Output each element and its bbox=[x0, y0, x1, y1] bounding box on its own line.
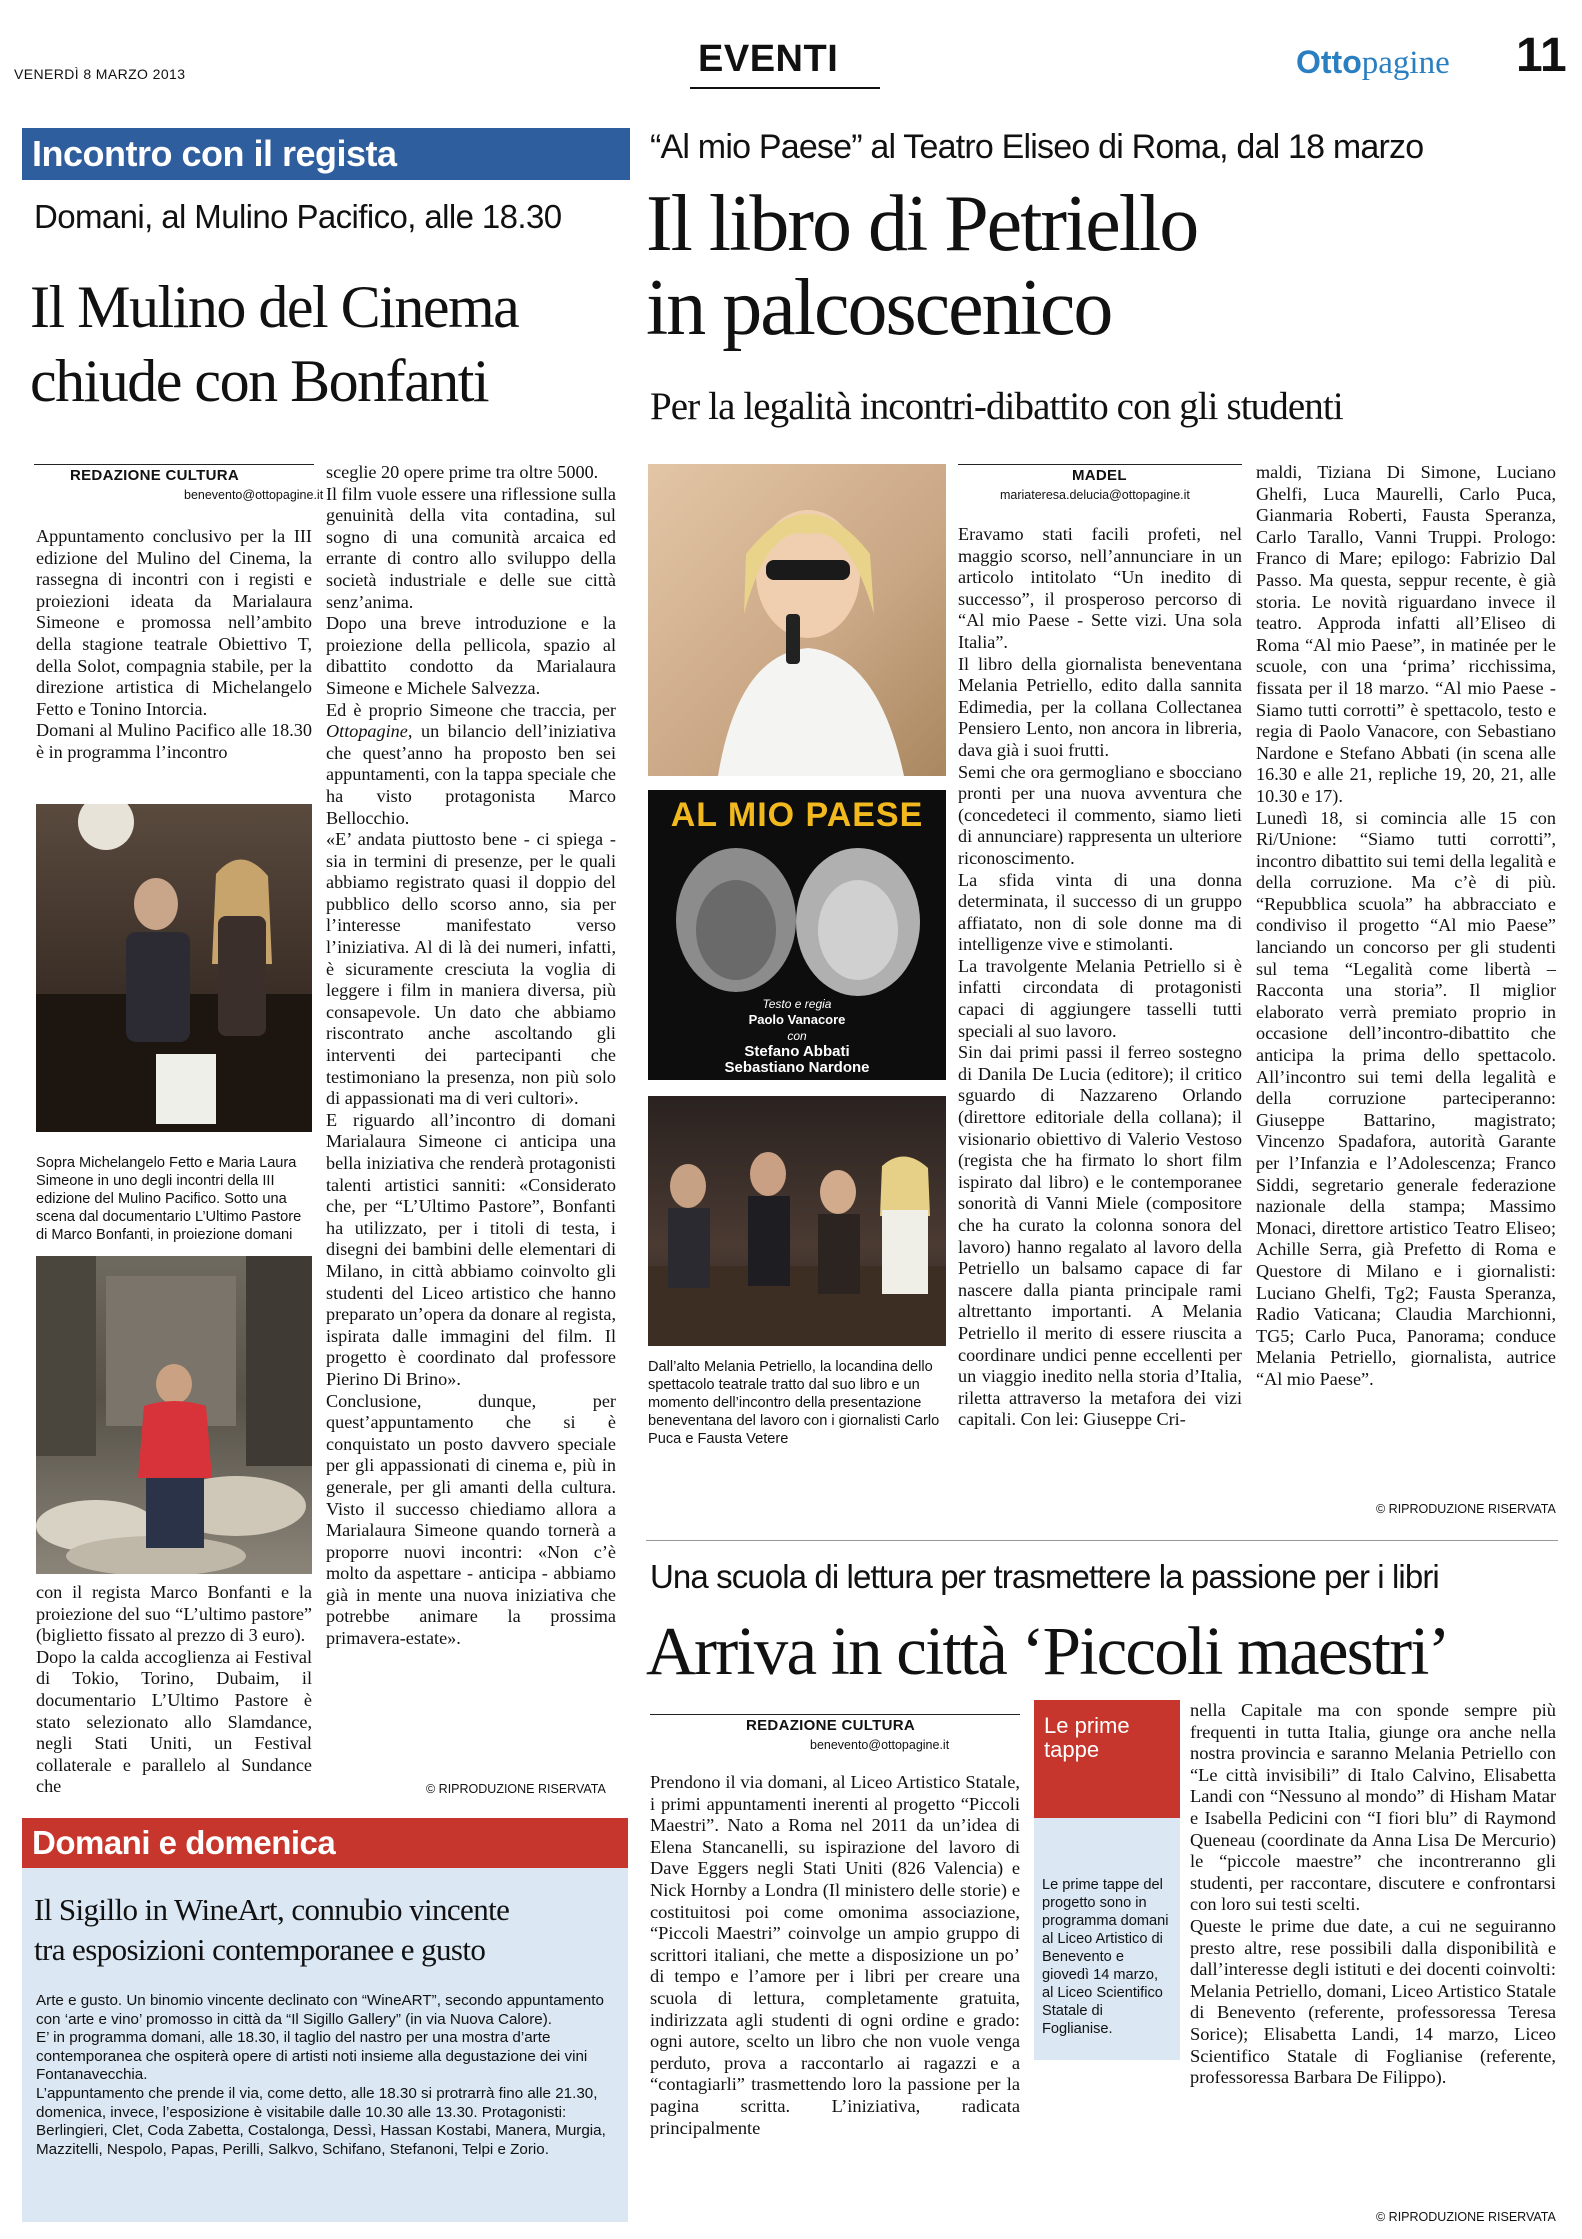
sigillo-body bbox=[36, 1992, 616, 2159]
headline-piccoli: Arriva in città ‘Piccoli maestri’ bbox=[646, 1613, 1449, 1689]
paragraph: Arte e gusto. Un binomio vincente declinato con “WineART”, secondo appuntamento con ‘arte e vino’ promosso in città da “Il Sigillo Gallery” (in via Nuova Calore). bbox=[36, 1992, 604, 2028]
newspaper-name: Ottopagine bbox=[326, 721, 408, 742]
petriello-col2 bbox=[1256, 462, 1556, 1391]
paragraph: Queste le prime due date, a cui ne seguiranno presto altre, rese possibili dalla disponibilità e dall’interesse degli istituti e dei docenti coinvolti: Melania Petriello, domani, Liceo Artistico Statale di Benevento (referente, professoressa Teresa Sorice); Elisabetta Landi, 14 marzo, Liceo Scientifico Statale di Foglianise (referente, professoressa Barbara De Filippo). bbox=[1190, 1915, 1556, 2088]
paragraph: Dopo una breve introduzione e la proiezione della pellicola, spazio al dibattito condotto da Marialaura Simeone e Michele Salvezza. bbox=[326, 613, 616, 698]
paragraph: con il regista Marco Bonfanti e la proiezione del suo “L’ultimo pastore” (biglietto fissato al prezzo di 3 euro). bbox=[36, 1582, 312, 1646]
caption-petriello: Dall’alto Melania Petriello, la locandina dello spettacolo teatrale tratto dal suo libro e un momento dell’incontro della presentazione beneventana del lavoro con i giornalisti Carlo Puca e Fausta Vetere bbox=[648, 1359, 940, 1447]
headline-sigillo-line2: tra esposizioni contemporanee e gusto bbox=[34, 1932, 486, 1967]
poster-line: Paolo Vanacore bbox=[748, 1012, 846, 1027]
paragraph: Domani al Mulino Pacifico alle 18.30 è in programma l’incontro bbox=[36, 720, 312, 762]
ottopagine-logo bbox=[1296, 44, 1450, 82]
repro-piccoli: © RIPRODUZIONE RISERVATA bbox=[1376, 2210, 1556, 2224]
photo-melania-petriello bbox=[648, 464, 946, 776]
poster-al-mio-paese bbox=[648, 790, 946, 1080]
paragraph: Dopo la calda accoglienza ai Festival di Tokio, Torino, Dubaim, il documentario L’Ultimo Pastore è stato selezionato allo Slamdance, negli Stati Uniti, un Festival collaterale e parallelo al Sundance che bbox=[36, 1646, 312, 1797]
caption-mulino: Sopra Michelangelo Fetto e Maria Laura Simeone in uno degli incontri della III edizione del Mulino Pacifico. Sotto una scena dal documentario L’Ultimo Pastore di Marco Bonfanti, in proiezione domani bbox=[36, 1155, 302, 1243]
headline-sigillo bbox=[34, 1890, 509, 1970]
paragraph: Eravamo stati facili profeti, nel maggio scorso, nell’annunciare in un articolo intitolato “Un inedito di successo”, il prosperoso percorso di “Al mio Paese - Sette vizi. Una sola Italia”. bbox=[958, 524, 1242, 652]
kicker-domani-text: Domani e domenica bbox=[32, 1824, 336, 1861]
byline-rule-madel bbox=[958, 464, 1242, 465]
byline-piccoli-email: benevento@ottopagine.it bbox=[810, 1738, 950, 1752]
paragraph: Il film vuole essere una riflessione sulla genuinità della vita contadina, sul sogno di una comunità arcaica ed errante di contro allo sviluppo della società industriale e delle sue città senz’anima. bbox=[326, 483, 616, 612]
separator-rule bbox=[646, 1540, 1558, 1541]
paragraph-part: , un bilancio dell’iniziativa che quest’anno ha proposto ben sei appuntamenti, con la tappa speciale che ha visto protagonista Marco Bellocchio. bbox=[326, 721, 616, 828]
prime-tappe-text: Le prime tappe del progetto sono in programma domani al Liceo Artistico di Benevento e giovedì 14 marzo, al Liceo Scientifico Statale di Foglianise. bbox=[1042, 1877, 1169, 2037]
kicker-eliseo: “Al mio Paese” al Teatro Eliseo di Roma, dal 18 marzo bbox=[650, 128, 1424, 166]
paragraph: Semi che ora germogliano e sbocciano pronti per una nuova avventura che (concedeteci il commento, siamo lieti di annunciare) rappresenta un ulteriore riconoscimento. bbox=[958, 761, 1242, 868]
issue-date: VENERDÌ 8 MARZO 2013 bbox=[14, 66, 186, 82]
photo-presentazione-art bbox=[648, 1096, 946, 1346]
poster-line: Testo e regia bbox=[762, 997, 832, 1011]
prime-tappe-header bbox=[1034, 1700, 1180, 1818]
paragraph: «E’ andata piuttosto bene - ci spiega - sia in termini di presenze, per le quali abbiamo registrato quasi il doppio del pubblico dello scorso anno, sia per l’interesse manifestato verso l’iniziativa. Al di là dei numeri, infatti, è sicuramente cresciuta la voglia di leggere i film in maniera diversa, più consapevole. Un dato che abbiamo riscontrato anche ascoltando gli interventi dei partecipanti che testimoniano la presenza, non più solo di appassionati ma di veri cultori». bbox=[326, 829, 616, 1109]
kicker-incontro-text: Incontro con il regista bbox=[32, 133, 397, 174]
byline-rule-left bbox=[34, 464, 314, 465]
mulino-col2 bbox=[326, 462, 616, 1650]
subkicker-mulino: Domani, al Mulino Pacifico, alle 18.30 bbox=[34, 198, 562, 235]
byline-redazione-piccoli: REDAZIONE CULTURA bbox=[746, 1717, 915, 1734]
repro-mulino: © RIPRODUZIONE RISERVATA bbox=[426, 1782, 606, 1796]
mulino-col1-bottom bbox=[36, 1582, 312, 1798]
paragraph: Appuntamento conclusivo per la III edizione del Mulino del Cinema, la rassegna di incontri con i registi e proiezioni ideata da Marialaura Simeone e promossa nell’ambito della stagione teatrale Obiettivo T, della Solot, compagnia stabile, per la direzione artistica di Michelangelo Fetto e Tonino Intorcia. bbox=[36, 526, 312, 719]
repro-petriello: © RIPRODUZIONE RISERVATA bbox=[1376, 1502, 1556, 1516]
logo-pagine: pagine bbox=[1361, 45, 1450, 81]
headline-petriello bbox=[646, 182, 1197, 350]
section-title: EVENTI bbox=[698, 38, 839, 80]
mulino-col1-top bbox=[36, 526, 312, 764]
photo-fetto-simeone bbox=[36, 804, 312, 1132]
kicker-piccoli: Una scuola di lettura per trasmettere la passione per i libri bbox=[650, 1558, 1439, 1595]
paragraph: L’appuntamento che prende il via, come detto, alle 18.30 si protrarrà fino alle 21.30, domenica, invece, l’esposizione è visitabile dalle 10.30 alle 13.30. Protagonisti: Berlingieri, Clet, Coda Zabetta, Costalonga, Dessì, Hassan Kostabi, Manera, Murgia, Mazzitelli, Nespolo, Papas, Perilli, Salkvo, Schifano, Stefanoni, Telpi e Zorio. bbox=[36, 2084, 606, 2158]
kicker-domani bbox=[22, 1818, 628, 1868]
headline-petriello-line2: in palcoscenico bbox=[646, 264, 1112, 352]
paragraph: nella Capitale ma con sponde sempre più frequenti in tutta Italia, giunge ora anche nella nostra provincia e saranno Melania Petriello con “Le città invisibili” di Italo Calvino, Elisabetta Landi con “Nessuno al mondo” di Hisham Matar e Isabella Pedicini con “I fiori blu” di Raymond Queneau (coordinate da Anna Lisa De Mercurio) le “piccole maestre” che incontreranno gli studenti, per raccontare, discutere e confrontarsi con loro sui testi scelti. bbox=[1190, 1700, 1556, 1915]
headline-mulino-line1: Il Mulino del Cinema bbox=[30, 274, 519, 340]
subtitle-petriello: Per la legalità incontri-dibattito con gli studenti bbox=[650, 385, 1343, 428]
byline-madel: MADEL bbox=[1072, 467, 1127, 484]
section-underline bbox=[690, 87, 880, 89]
poster-line: Sebastiano Nardone bbox=[724, 1059, 870, 1076]
page-number: 11 bbox=[1516, 29, 1567, 82]
headline-mulino-line2: chiude con Bonfanti bbox=[30, 348, 489, 414]
photo-fetto-simeone-art bbox=[36, 804, 312, 1132]
byline-madel-email: mariateresa.delucia@ottopagine.it bbox=[1000, 488, 1190, 502]
logo-otto: Otto bbox=[1296, 44, 1362, 80]
byline-rule-piccoli bbox=[650, 1714, 1020, 1715]
photo-melania-art bbox=[648, 464, 946, 776]
poster-line: con bbox=[787, 1029, 807, 1043]
paragraph: maldi, Tiziana Di Simone, Luciano Ghelfi, Luca Maurelli, Carlo Puca, Gianmaria Roberti, Fausta Speranza, Carlo Tarallo, Vanni Truppi. Prologo: Franco di Mare; epilogo: Fabrizio Dal Passo. Ma questa, seppur recente, è già storia. Le novità riguardano invece il teatro. Approda infatti all’Eliseo di Roma “Al mio Paese”, in matinée per le scuole, con una ‘prima’ ricchissima, fissata per il 18 marzo. “Al mio Paese - Siamo tutti corrotti” è spettacolo, testo e regia di Paolo Vanacore, con Sebastiano Nardone e Stefano Abbati (in scena alle 16.30 e alle 21, repliche 19, 20, 21, alle 10.30 e 17). bbox=[1256, 462, 1556, 806]
poster-credits bbox=[648, 996, 946, 1076]
paragraph-part: Ed è proprio Simeone che traccia, per bbox=[326, 699, 616, 720]
headline-petriello-line1: Il libro di Petriello bbox=[646, 180, 1198, 268]
photo-ultimo-pastore bbox=[36, 1256, 312, 1574]
headline-mulino bbox=[30, 270, 518, 418]
poster-line: Stefano Abbati bbox=[744, 1043, 850, 1060]
byline-redazione: REDAZIONE CULTURA bbox=[70, 467, 239, 484]
paragraph: sceglie 20 opere prime tra oltre 5000. bbox=[326, 462, 599, 482]
paragraph: Il libro della giornalista beneventana Melania Petriello, edito dalla sannita Edimedia, per la collana Collectanea Pensiero Lento, non ancora in libreria, dava già i suoi frutti. bbox=[958, 653, 1242, 760]
paragraph: Sin dai primi passi il ferreo sostegno di Danila De Lucia (editore); il critico sguardo di Nazzareno Orlando (direttore editoriale della collana); il visionario obiettivo di Valerio Vestoso (regista che ha firmato lo short film ispirato dal libro) e le contemporanee sonorità di Vanni Miele (compositore che ha curato la colonna sonora del lavoro) hanno regalato al lavoro della Petriello un balsamo capace di far nascere dalla pianta principale rami altrettanto importanti. A Melania Petriello il merito di essere riuscita a coordinare undici penne eccellenti per un viaggio inedito nella storia d’Italia, riletta attraverso la metafora dei vizi capitali. Con lei: Giuseppe Cri- bbox=[958, 1042, 1242, 1430]
paragraph: E’ in programma domani, alle 18.30, il taglio del nastro per una mostra d’arte contemporanea che ospiterà opere di artisti noti insieme alla degustazione dei vini Fontanavecchia. bbox=[36, 2029, 588, 2084]
byline-email: benevento@ottopagine.it bbox=[184, 488, 324, 502]
photo-ultimo-pastore-art bbox=[36, 1256, 312, 1574]
photo-presentazione bbox=[648, 1096, 946, 1346]
prime-tappe-title: Le prime tappe bbox=[1044, 1713, 1130, 1762]
paragraph bbox=[326, 700, 616, 830]
poster-title: AL MIO PAESE bbox=[670, 796, 924, 834]
paragraph: Conclusione, dunque, per quest’appuntamento che si è conquistato un posto davvero speciale per gli appassionati di cinema e, più in generale, per gli amanti della cultura. Visto il successo chiediamo allora a Marialaura Simeone quando tornerà a proporre nuovi incontri: «Non c’è molto da aspettare - anticipa - abbiamo già in mente una nuova iniziativa che potrebbe animare la prossima primavera-estate». bbox=[326, 1390, 616, 1649]
headline-sigillo-line1: Il Sigillo in WineArt, connubio vincente bbox=[34, 1892, 510, 1927]
paragraph: Lunedì 18, si comincia alle 15 con Ri/Unione: “Siamo tutti corrotti”, incontro dibattito sui temi della legalità e della corruzione. Ma c’è di più. “Repubblica scuola” ha abbracciato e condiviso il progetto “Al mio Paese” lanciando un concorso per gli studenti sul tema “Legalità come libertà – Racconta una storia”. Il miglior elaborato verrà premiato proprio in occasione dell’incontro-dibattito che anticipa la prima dello spettacolo. All’incontro sui temi della legalità e della corruzione parteciperanno: Giuseppe Battarino, magistrato; Vincenzo Spadafora, autorità Garante per l’Infanzia e l’Adolescenza; Franco Siddi, segretario generale federazione nazionale della stampa; Massimo Monaci, direttore artistico Teatro Eliseo; Achille Serra, già Prefetto di Roma e Questore di Milano e i giornalisti: Luciano Ghelfi, Tg2; Fausta Speranza, Radio Vaticana; Claudia Marchionni, TG5; Carlo Puca, Panorama; conduce Melania Petriello, giornalista, autrice “Al mio Paese”. bbox=[1256, 807, 1556, 1389]
paragraph: La sfida vinta di una donna determinata, il successo di un gruppo affiatato, non di sole donne ma di intelligenze vive e stimolanti. bbox=[958, 869, 1242, 955]
piccoli-col1: Prendono il via domani, al Liceo Artistico Statale, i primi appuntamenti inerenti al progetto “Piccoli Maestri”. Nato a Roma nel 2011 da un’idea di Elena Stancanelli, su ispirazione del lavoro di Dave Eggers negli Stati Uniti (826 Valencia) e Nick Hornby a Londra (Il ministero delle storie) e costituitosi poi come omonima associazione, “Piccoli Maestri” coinvolge un ampio gruppo di scrittori italiani, che mette a disposizione un po’ di tempo e l’amore per i libri per creare una scuola di lettura, completamente gratuita, indirizzata agli studenti di ogni ordine e grado: ogni autore, scelto un libro che non vuole venga perduto, prova a raccontarlo ai ragazzi e a “contagiarli” trasmettendo loro la passione per la pagina scritta. L’iniziativa, radicata principalmente bbox=[650, 1772, 1020, 2138]
kicker-incontro bbox=[22, 128, 630, 180]
paragraph: E riguardo all’incontro di domani Marialaura Simeone ci anticipa una bella iniziativa che renderà protagonisti talenti artistici sanniti: «Considerato che, per “L’Ultimo Pastore”, Bonfanti ha utilizzato, per i titoli di testa, i disegni dei bambini delle elementari di Milano, in città abbiamo coinvolto gli studenti del Liceo artistico che hanno preparato un’opera da donare al regista, ispirata dalle immagini del film. Il progetto è coordinato dal professore Pierino Di Brino». bbox=[326, 1109, 616, 1389]
paragraph: La travolgente Melania Petriello si è infatti circondata di protagonisti capaci di aggiungere tasselli tutti speciali al suo lavoro. bbox=[958, 955, 1242, 1041]
petriello-col1 bbox=[958, 524, 1242, 1431]
piccoli-col2 bbox=[1190, 1700, 1556, 2089]
